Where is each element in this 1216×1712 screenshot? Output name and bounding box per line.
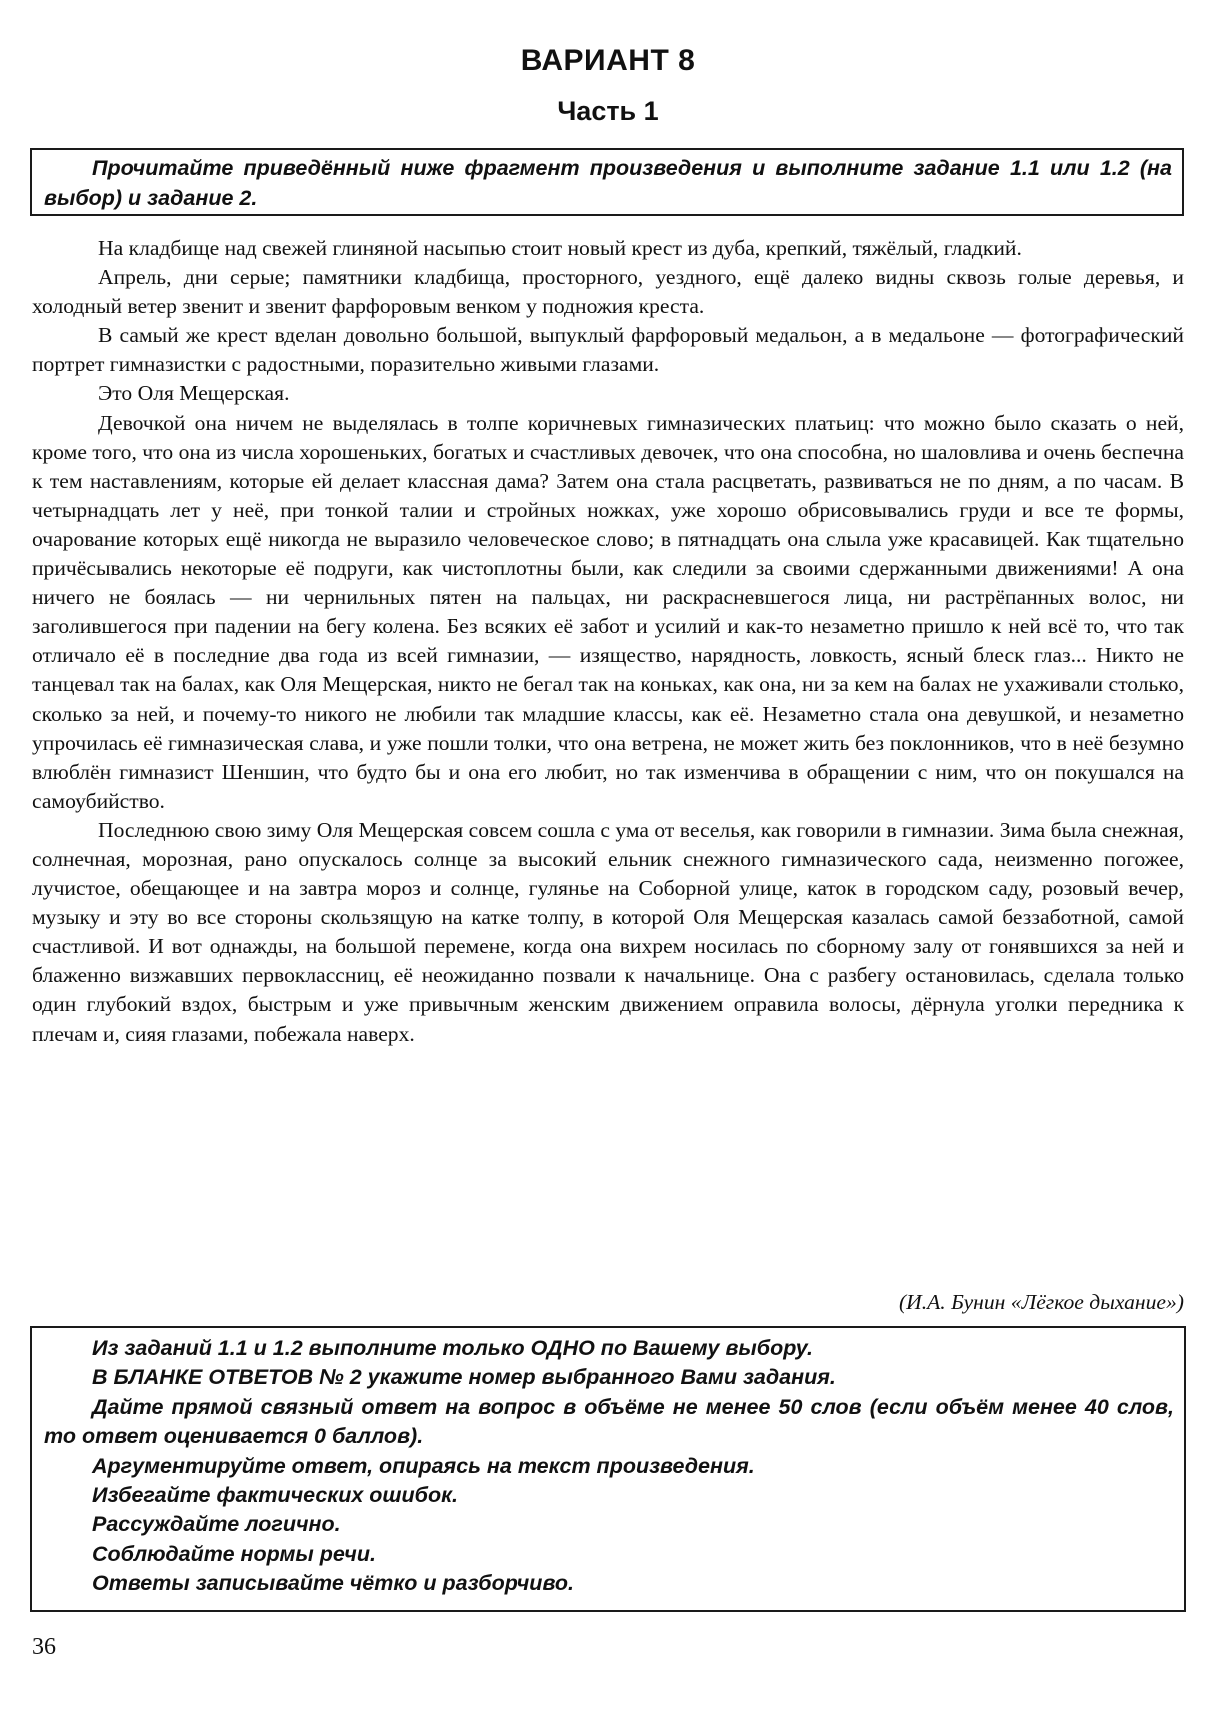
task-instruction-line: Соблюдайте нормы речи. — [92, 1541, 376, 1566]
excerpt-paragraph: Последнюю свою зиму Оля Мещерская совсем сошла с ума от веселья, как говорили в гимназии. Зима была снежная, солнечная, морозная, рано опускалось солнце за высокий ельник снежного гимназического сада, неизменно погожее, лучистое, обещающее и на завтра мороз и солнце, гулянье на Соборной улице, каток в городском саду, розовый вечер, музыку и эту во все стороны скользящую на катке толпу, в которой Оля Мещерская казалась самой беззаботной, самой счастливой. И вот однажды, на большой перемене, когда она вихрем носилась по сборному залу от гонявшихся за ней и блаженно визжавших первоклассниц, её неожиданно позвали к начальнице. Она с разбегу остановилась, сделала только один глубокий вздох, быстрым и уже привычным женским движением оправила волосы, дёрнула уголки передника к плечам и, сияя глазами, побежала наверх. — [32, 817, 1184, 1046]
task-instruction-line: Избегайте фактических ошибок. — [92, 1483, 458, 1508]
tasks-instruction-box — [30, 1326, 1186, 1612]
task-instruction-line: Дайте прямой связный ответ на вопрос в объёме не менее 50 слов (если объём менее 40 слов, то ответ оценивается 0 баллов). — [44, 1394, 1174, 1449]
task-instruction-line: Из заданий 1.1 и 1.2 выполните только ОДНО по Вашему выбору. — [92, 1336, 813, 1360]
excerpt-paragraph: На кладбище над свежей глиняной насыпью стоит новый крест из дуба, крепкий, тяжёлый, гладкий. — [98, 236, 1022, 260]
task-instruction-line: Рассуждайте логично. — [92, 1512, 341, 1537]
page-number: 36 — [32, 1634, 56, 1660]
excerpt-paragraph: Это Оля Мещерская. — [98, 381, 290, 406]
literary-excerpt — [32, 234, 1184, 1049]
task-instruction-line: Ответы записывайте чётко и разборчиво. — [92, 1571, 574, 1596]
task-instruction-line: В БЛАНКЕ ОТВЕТОВ № 2 укажите номер выбранного Вами задания. — [92, 1365, 836, 1390]
variant-title: ВАРИАНТ 8 — [520, 44, 696, 77]
task-instruction-line: Аргументируйте ответ, опираясь на текст произведения. — [92, 1453, 755, 1478]
instruction-box: Прочитайте приведённый ниже фрагмент произведения и выполните задание 1.1 или 1.2 (на выбор) и задание 2. — [30, 148, 1184, 216]
excerpt-paragraph: Апрель, дни серые; памятники кладбища, просторного, уездного, ещё далеко видны сквозь голые деревья, и холодный ветер звенит и звенит фарфоровым венком у подножия креста. — [32, 265, 1184, 319]
excerpt-paragraph: В самый же крест вделан довольно большой, выпуклый фарфоровый медальон, а в медальоне — фотографический портрет гимназистки с радостными, поразительно живыми глазами. — [32, 323, 1184, 377]
excerpt-paragraph: Девочкой она ничем не выделялась в толпе коричневых гимназических платьиц: что можно было сказать о ней, кроме того, что она из числа хорошеньких, богатых и счастливых девочек, что она способна, но шаловлива и очень беспечна к тем наставлениям, которые ей делает классная дама? Затем она стала расцветать, развиваться не по дням, а по часам. В четырнадцать лет у неё, при тонкой талии и стройных ножках, уже хорошо обрисовывались груди и все те формы, очарование которых ещё никогда не выразило человеческое слово; в пятнадцать она слыла уже красавицей. Как тщательно причёсывались некоторые её подруги, как чистоплотны были, как следили за своими сдержанными движениями! А она ничего не боялась — ни чернильных пятен на пальцах, ни раскрасневшегося лица, ни растрёпанных волос, ни заголившегося при падении на бегу колена. Без всяких её забот и усилий и как-то незаметно пришло к ней всё то, что так отличало её в последние два года из всей гимназии, — изящество, нарядность, ловкость, ясный блеск глаз... Никто не танцевал так на балах, как Оля Мещерская, никто не бегал так на коньках, как она, ни за кем на балах не ухаживали столько, сколько за ней, и почему-то никого не любили так младшие классы, как её. Незаметно стала она девушкой, и незаметно упрочилась её гимназическая слава, и уже пошли толки, что она ветрена, не может жить без поклонников, что в неё безумно влюблён гимназист Шеншин, что будто бы и она его любит, но так изменчива в обращении с ним, что он покушался на самоубийство. — [32, 410, 1184, 813]
source-attribution: (И.А. Бунин «Лёгкое дыхание») — [898, 1290, 1184, 1314]
part-title: Часть 1 — [557, 96, 659, 126]
